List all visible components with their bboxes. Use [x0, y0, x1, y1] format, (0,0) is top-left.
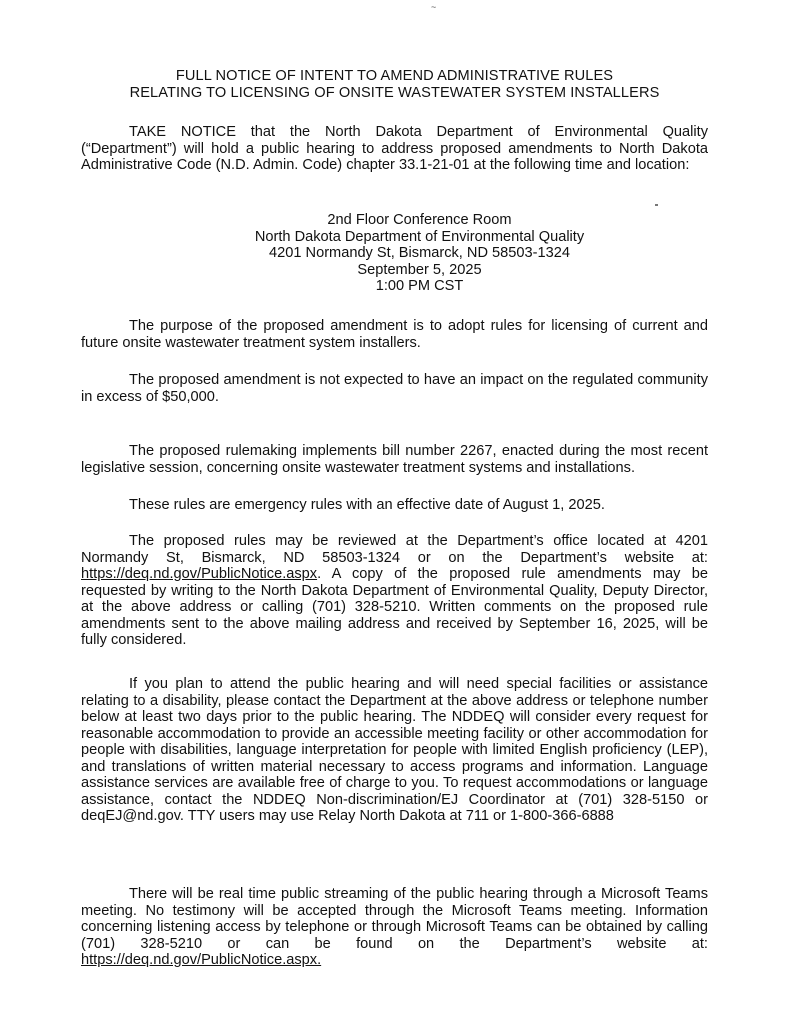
purpose-paragraph: The purpose of the proposed amendment is to adopt rules for licensing of current and future onsite wastewater treatment system installers.	[81, 318, 708, 351]
accessibility-paragraph: If you plan to attend the public hearing and will need special facilities or assistance relating to a disability, please contact the Department at the above address or telephone number below at least two days prior to the public hearing. The NDDEQ will consider every request for reasonable accommodation to provide an accessible meeting facility or other accommodation for people with disabilities, language interpretation for people with limited English proficiency (LEP), and translations of written material necessary to access programs and information. Language assistance services are available free of charge to you. To request accommodations or language assistance, contact the NDDEQ Non-discrimination/EJ Coordinator at (701) 328-5150 or deqEJ@nd.gov. TTY users may use Relay North Dakota at 711 or 1-800-366-6888	[81, 676, 708, 824]
review-text-after-link: . A copy of the proposed rule amendments may be requested by writing to the North Dakota Department of Environmental Quality, Deputy Director, at the above address or calling (701) 328-5210. Written comments on the proposed rule amendments sent to the above mailing address and received by September 16, 2025, will be fully considered.	[81, 566, 708, 648]
title-line-2: RELATING TO LICENSING OF ONSITE WASTEWATER SYSTEM INSTALLERS	[129, 85, 660, 101]
hearing-room: 2nd Floor Conference Room	[327, 212, 512, 228]
title-line-1: FULL NOTICE OF INTENT TO AMEND ADMINISTRATIVE RULES	[175, 68, 614, 84]
review-paragraph	[81, 533, 708, 649]
hearing-date: September 5, 2025	[357, 261, 482, 278]
streaming-paragraph	[81, 886, 708, 969]
bill-paragraph: The proposed rulemaking implements bill number 2267, enacted during the most recent legislative session, concerning onsite wastewater treatment systems and installations.	[81, 443, 708, 476]
emergency-rules-paragraph: These rules are emergency rules with an effective date of August 1, 2025.	[129, 497, 605, 513]
hearing-location-block	[0, 212, 789, 295]
hearing-agency: North Dakota Department of Environmental Quality	[254, 228, 585, 245]
hearing-time: 1:00 PM CST	[375, 278, 464, 294]
streaming-public-notice-link[interactable]: https://deq.nd.gov/PublicNotice.aspx.	[81, 952, 322, 968]
document-title	[0, 68, 789, 102]
impact-paragraph: The proposed amendment is not expected to have an impact on the regulated community in excess of $50,000.	[81, 372, 708, 405]
review-text-before-link: The proposed rules may be reviewed at the Department’s office located at 4201 Normandy St, Bismarck, ND 58503-1324 or on the Department’s website at:	[81, 533, 708, 566]
hearing-street-address: 4201 Normandy St, Bismarck, ND 58503-1324	[269, 245, 570, 261]
scan-artifact-dot	[655, 204, 658, 206]
public-notice-link[interactable]: https://deq.nd.gov/PublicNotice.aspx	[81, 566, 318, 582]
streaming-text: There will be real time public streaming of the public hearing through a Microsoft Teams meeting. No testimony will be accepted through the Microsoft Teams meeting. Information concerning listening access by telephone or through Microsoft Teams can be obtained by calling (701) 328-5210 or can be found on the Department’s website at:	[81, 886, 708, 952]
intro-paragraph: TAKE NOTICE that the North Dakota Department of Environmental Quality (“Department”) will hold a public hearing to address proposed amendments to North Dakota Administrative Code (N.D. Admin. Code) chapter 33.1-21-01 at the following time and location:	[81, 124, 708, 173]
scan-artifact-mark: ~	[431, 2, 437, 12]
